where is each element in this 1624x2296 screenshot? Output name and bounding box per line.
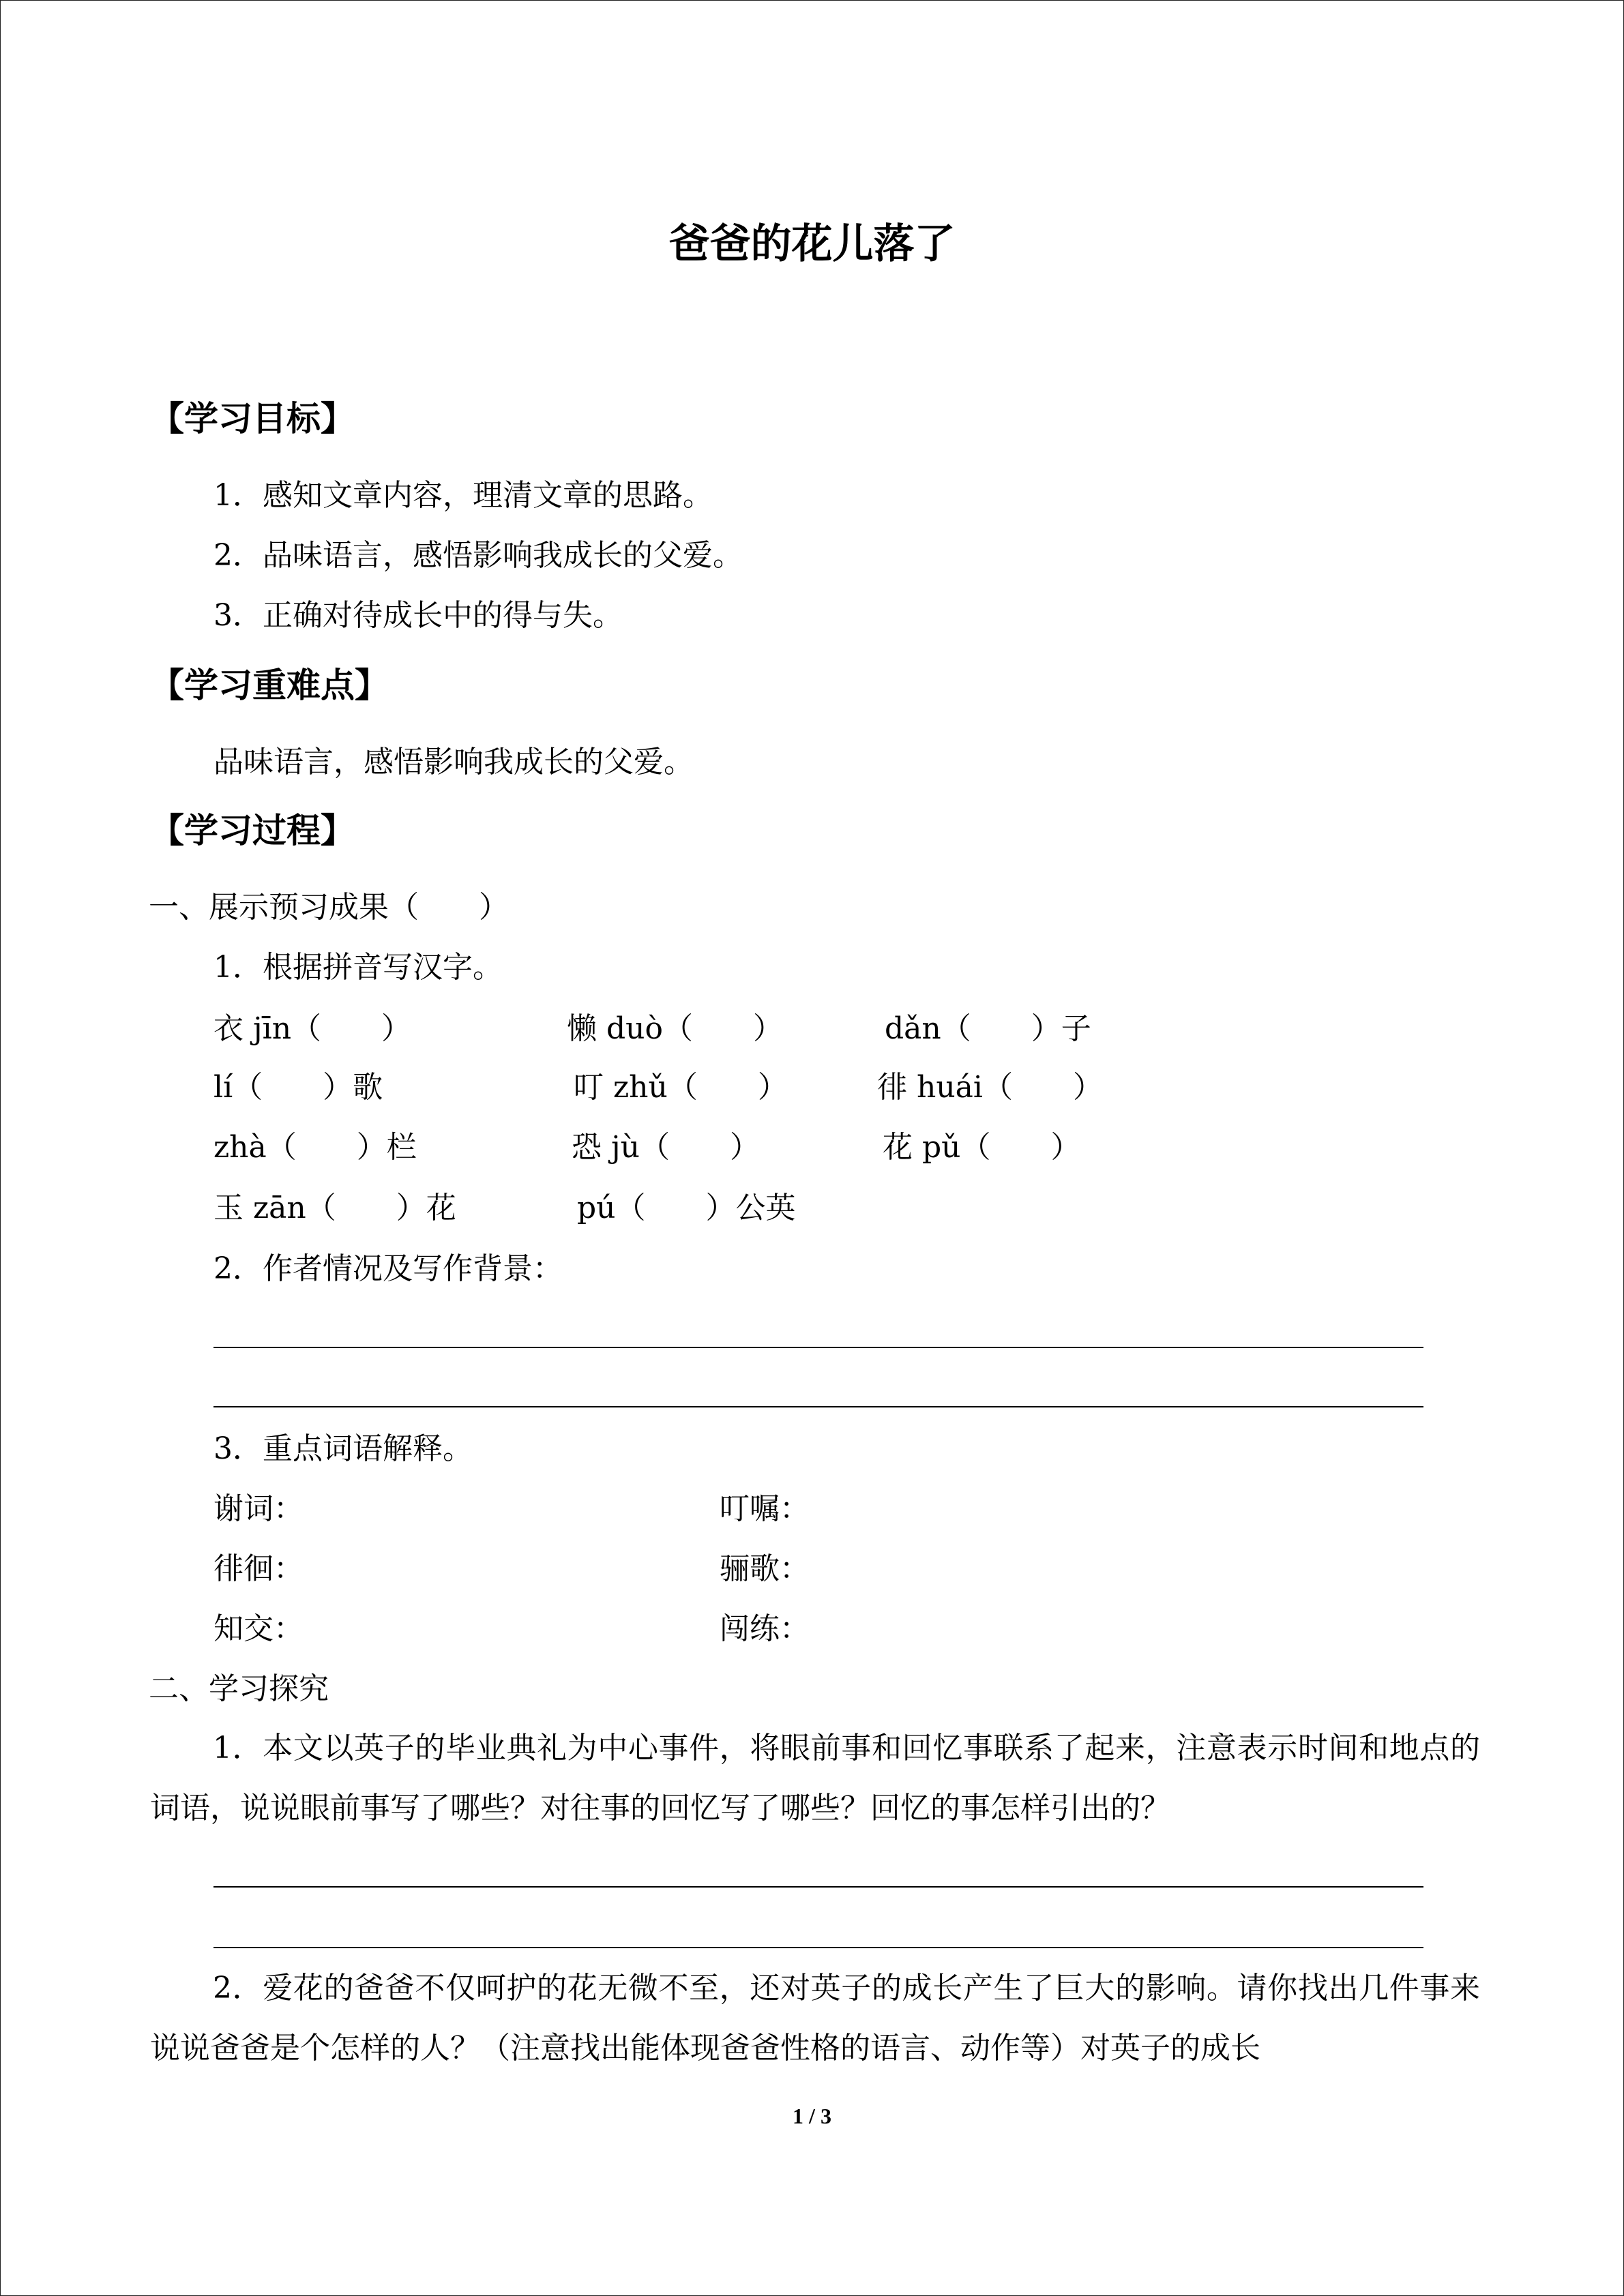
answer-line[interactable] [213,1886,1423,1888]
section-heading-key-points: 【学习重难点】 [150,666,389,705]
pinyin-item: zhà（ ）栏 [213,1130,417,1165]
question-3-title: 3．重点词语解释。 [213,1431,473,1466]
vocab-item: 叮嘱： [720,1491,810,1526]
pinyin-item: pú（ ）公英 [577,1191,796,1225]
vocab-item: 徘徊： [213,1551,304,1586]
pinyin-item: lí（ ）歌 [213,1070,383,1105]
answer-line[interactable] [213,1406,1423,1407]
explore-question-2: 2．爱花的爸爸不仅呵护的花无微不至，还对英子的成长产生了巨大的影响。请你找出几件事来说说爸爸是个怎样的人？（注意找出能体现爸爸性格的语言、动作等）对英子的成长 [150,1971,1480,2066]
key-points-text: 品味语言，感悟影响我成长的父爱。 [213,745,694,779]
goal-item: 2．品味语言，感悟影响我成长的父爱。 [213,538,743,573]
page-number: 1 / 3 [793,2104,831,2128]
pinyin-item: 叮 zhǔ（ ） [574,1070,788,1105]
vocab-item: 闯练： [720,1611,810,1646]
pinyin-item: 恐 jù（ ） [572,1130,760,1165]
vocab-item: 谢词： [213,1491,304,1526]
vocab-item: 骊歌： [720,1551,810,1586]
pinyin-item: 玉 zān（ ）花 [213,1191,456,1225]
pinyin-item: 徘 huái（ ） [877,1070,1103,1105]
pinyin-item: dǎn（ ）子 [885,1011,1091,1046]
question-1-title: 1．根据拼音写汉字。 [213,950,503,985]
part2-title: 二、学习探究 [149,1671,329,1706]
pinyin-item: 花 pǔ（ ） [883,1130,1081,1165]
document-title: 爸爸的花儿落了 [668,220,956,268]
goal-item: 3．正确对待成长中的得与失。 [213,598,623,633]
vocab-item: 知交： [213,1611,304,1646]
answer-line[interactable] [213,1347,1423,1348]
pinyin-item: 懒 duò（ ） [567,1011,783,1046]
part1-title: 一、展示预习成果（ ） [149,890,509,925]
section-heading-goals: 【学习目标】 [150,399,355,438]
explore-question-1: 1．本文以英子的毕业典礼为中心事件，将眼前事和回忆事联系了起来，注意表示时间和地点的词语，说说眼前事写了哪些？对往事的回忆写了哪些？回忆的事怎样引出的？ [150,1731,1480,1825]
section-heading-process: 【学习过程】 [150,811,355,850]
question-2-title: 2．作者情况及写作背景： [213,1251,563,1286]
pinyin-item: 衣 jīn（ ） [213,1011,412,1046]
answer-line[interactable] [213,1947,1423,1948]
goal-item: 1．感知文章内容，理清文章的思路。 [213,478,713,513]
